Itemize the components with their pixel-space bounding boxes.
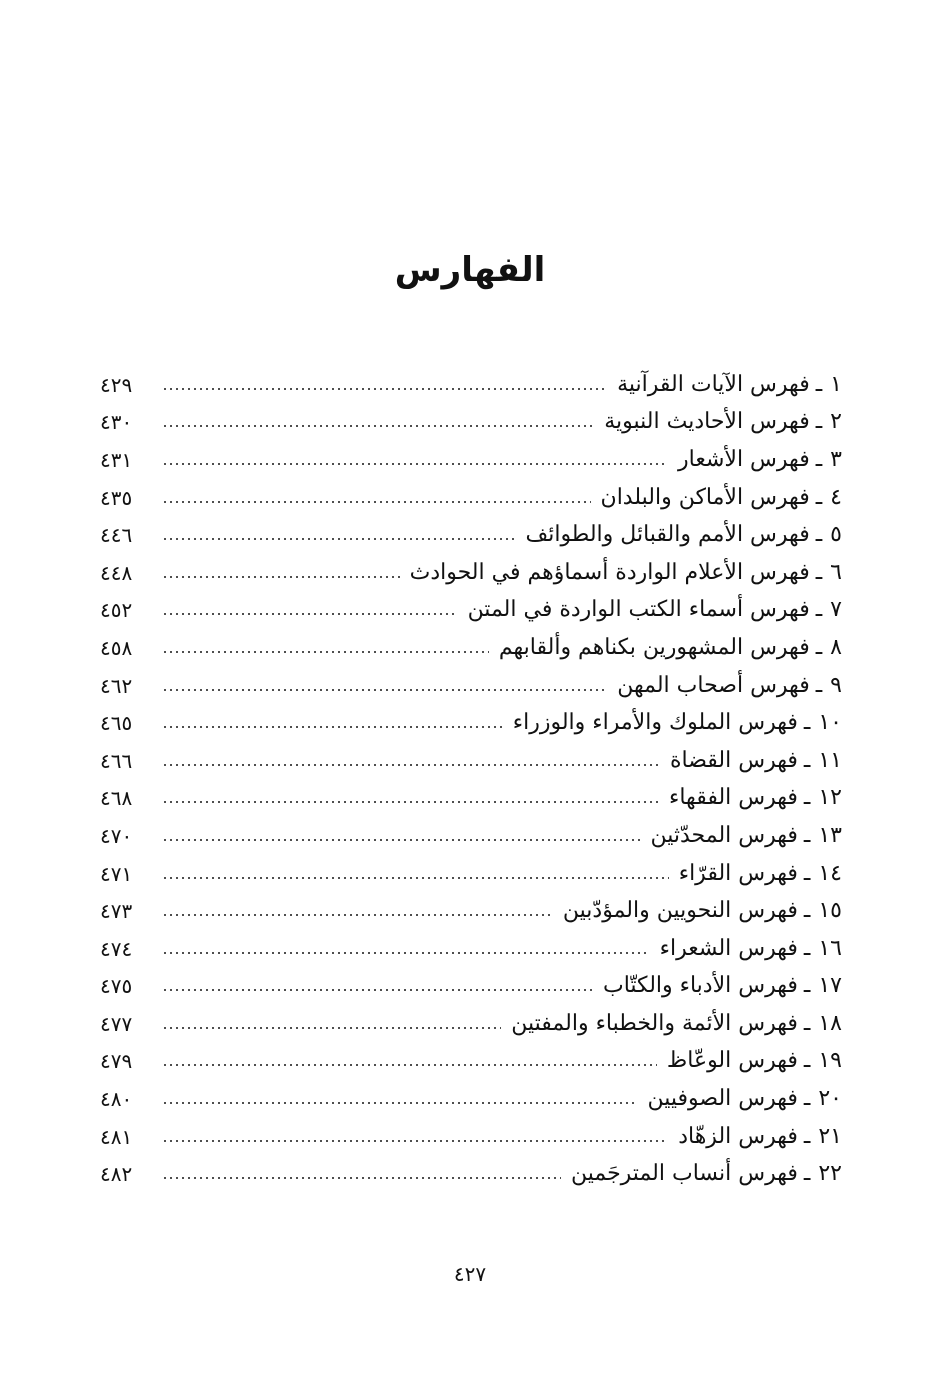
- dot-leader: [162, 914, 553, 916]
- toc-entry-title: فهرس الصوفيين: [647, 1086, 798, 1112]
- toc-entry: [100, 554, 842, 592]
- toc-entry-separator: ـ: [815, 672, 823, 698]
- toc-entry: [100, 1155, 842, 1193]
- toc-entry-separator: ـ: [815, 484, 823, 510]
- toc-entry-number: ١١: [818, 747, 842, 773]
- toc-entry-page: ٤٦٨: [100, 786, 133, 811]
- toc-entry-number: ١٨: [818, 1010, 842, 1036]
- toc-entry: [100, 1043, 842, 1081]
- toc-entry-separator: ـ: [803, 710, 811, 736]
- dot-leader: [162, 839, 640, 841]
- toc-entry-title: فهرس الفقهاء: [669, 785, 798, 811]
- toc-entry-separator: ـ: [815, 597, 823, 623]
- toc-entry-page: ٤٥٨: [100, 635, 133, 660]
- toc-entry: [100, 1080, 842, 1118]
- toc-entry-separator: ـ: [803, 973, 811, 999]
- toc-entry-title: فهرس الأمم والقبائل والطوائف: [525, 522, 810, 548]
- toc-entry-separator: ـ: [803, 785, 811, 811]
- dot-leader: [162, 689, 607, 691]
- table-of-contents: [100, 366, 842, 1193]
- toc-entry: [100, 479, 842, 517]
- toc-entry-title: فهرس الشعراء: [659, 935, 798, 961]
- dot-leader: [162, 989, 593, 991]
- toc-entry-title: فهرس أسماء الكتب الواردة في المتن: [467, 597, 810, 623]
- toc-entry-number: ٨: [830, 634, 842, 660]
- toc-entry-number: ٩: [830, 672, 842, 698]
- dot-leader: [162, 388, 607, 390]
- toc-entry-page: ٤٧٠: [100, 823, 133, 848]
- dot-leader: [162, 425, 594, 427]
- toc-entry-number: ٢٠: [818, 1086, 842, 1112]
- toc-entry-page: ٤٣١: [100, 447, 133, 472]
- toc-entry-separator: ـ: [803, 1161, 811, 1187]
- toc-entry: [100, 780, 842, 818]
- toc-entry-separator: ـ: [803, 860, 811, 886]
- dot-leader: [162, 877, 669, 879]
- toc-entry-separator: ـ: [815, 559, 823, 585]
- toc-entry-number: ١٧: [818, 973, 842, 999]
- toc-entry-title: فهرس المشهورين بكناهم وألقابهم: [498, 634, 810, 660]
- page-number: ٤٢٧: [453, 1262, 487, 1286]
- toc-entry-number: ١٦: [818, 935, 842, 961]
- dot-leader: [162, 726, 503, 728]
- toc-entry-separator: ـ: [803, 1086, 811, 1112]
- toc-entry: [100, 855, 842, 893]
- toc-entry-title: فهرس الملوك والأمراء والوزراء: [512, 710, 798, 736]
- toc-entry-title: فهرس الوعّاظ: [666, 1048, 798, 1074]
- toc-entry-number: ٤: [830, 484, 842, 510]
- toc-entry: [100, 667, 842, 705]
- toc-entry-title: فهرس الأماكن والبلدان: [600, 484, 810, 510]
- toc-entry-page: ٤٢٩: [100, 372, 133, 397]
- toc-entry-page: ٤٨٠: [100, 1087, 133, 1112]
- toc-entry-title: فهرس أصحاب المهن: [617, 672, 810, 698]
- toc-entry: [100, 516, 842, 554]
- dot-leader: [162, 1064, 657, 1066]
- toc-entry-separator: ـ: [815, 446, 823, 472]
- toc-entry-page: ٤٣٥: [100, 485, 133, 510]
- dot-leader: [162, 1177, 561, 1179]
- dot-leader: [162, 576, 400, 578]
- toc-entry-page: ٤٥٢: [100, 598, 133, 623]
- toc-entry-number: ٢١: [818, 1123, 842, 1149]
- toc-entry: [100, 1118, 842, 1156]
- toc-entry-title: فهرس القرّاء: [678, 860, 798, 886]
- toc-entry-separator: ـ: [815, 522, 823, 548]
- toc-entry: [100, 404, 842, 442]
- toc-entry-page: ٤٤٦: [100, 523, 133, 548]
- toc-entry-number: ٧: [830, 597, 842, 623]
- toc-entry-separator: ـ: [815, 634, 823, 660]
- dot-leader: [162, 463, 668, 465]
- toc-entry-title: فهرس الآيات القرآنية: [617, 371, 810, 397]
- toc-entry: [100, 441, 842, 479]
- dot-leader: [162, 501, 591, 503]
- toc-entry-page: ٤٤٨: [100, 560, 133, 585]
- toc-entry-page: ٤٧٣: [100, 899, 133, 924]
- toc-entry: [100, 742, 842, 780]
- toc-entry-page: ٤٦٢: [100, 673, 133, 698]
- toc-entry-title: فهرس أنساب المترجَمين: [570, 1161, 798, 1187]
- dot-leader: [162, 651, 489, 653]
- toc-entry-title: فهرس المحدّثين: [650, 822, 798, 848]
- toc-entry-number: ٢: [830, 409, 842, 435]
- toc-entry-separator: ـ: [803, 898, 811, 924]
- dot-leader: [162, 613, 458, 615]
- toc-entry: [100, 704, 842, 742]
- dot-leader: [162, 538, 515, 540]
- toc-entry: [100, 817, 842, 855]
- toc-entry-separator: ـ: [803, 822, 811, 848]
- toc-entry-title: فهرس الأعلام الواردة أسماؤهم في الحوادث: [409, 559, 810, 585]
- toc-entry-title: فهرس النحويين والمؤدّبين: [562, 898, 798, 924]
- toc-entry-number: ١٣: [818, 822, 842, 848]
- toc-entry-page: ٤٧١: [100, 861, 133, 886]
- toc-entry-separator: ـ: [803, 1010, 811, 1036]
- toc-entry-title: فهرس القضاة: [670, 747, 798, 773]
- dot-leader: [162, 801, 659, 803]
- toc-entry-number: ١٢: [818, 785, 842, 811]
- page-title: الفهارس: [394, 250, 546, 290]
- toc-entry-page: ٤٧٩: [100, 1049, 133, 1074]
- toc-entry-title: فهرس الأئمة والخطباء والمفتين: [511, 1010, 798, 1036]
- toc-entry-page: ٤٦٥: [100, 711, 133, 736]
- toc-entry-separator: ـ: [803, 935, 811, 961]
- toc-entry: [100, 592, 842, 630]
- toc-entry-page: ٤٧٥: [100, 974, 133, 999]
- dot-leader: [162, 1140, 668, 1142]
- toc-entry-number: ٢٢: [818, 1161, 842, 1187]
- toc-entry-number: ١٠: [818, 710, 842, 736]
- toc-entry-page: ٤٣٠: [100, 410, 133, 435]
- toc-entry-page: ٤٧٤: [100, 936, 133, 961]
- toc-entry-number: ١٥: [818, 898, 842, 924]
- toc-entry: [100, 930, 842, 968]
- dot-leader: [162, 1027, 501, 1029]
- toc-entry: [100, 892, 842, 930]
- toc-entry-number: ٥: [830, 522, 842, 548]
- toc-entry-page: ٤٨١: [100, 1124, 133, 1149]
- toc-entry-title: فهرس الأدباء والكتّاب: [603, 973, 798, 999]
- toc-entry-title: فهرس الزهّاد: [678, 1123, 798, 1149]
- toc-entry-title: فهرس الأشعار: [678, 446, 810, 472]
- toc-entry: [100, 629, 842, 667]
- toc-entry: [100, 968, 842, 1006]
- toc-entry-separator: ـ: [815, 409, 823, 435]
- dot-leader: [162, 764, 660, 766]
- toc-entry-title: فهرس الأحاديث النبوية: [604, 409, 810, 435]
- toc-entry-separator: ـ: [803, 747, 811, 773]
- toc-entry-number: ١٩: [818, 1048, 842, 1074]
- toc-entry-page: ٤٦٦: [100, 748, 133, 773]
- toc-entry-page: ٤٧٧: [100, 1011, 133, 1036]
- toc-entry-number: ٣: [830, 446, 842, 472]
- dot-leader: [162, 1102, 637, 1104]
- toc-entry-page: ٤٨٢: [100, 1162, 133, 1187]
- toc-entry-number: ١: [830, 371, 842, 397]
- toc-entry-separator: ـ: [803, 1123, 811, 1149]
- toc-entry-separator: ـ: [803, 1048, 811, 1074]
- toc-entry-separator: ـ: [815, 371, 823, 397]
- toc-entry-number: ٦: [830, 559, 842, 585]
- toc-entry: [100, 366, 842, 404]
- dot-leader: [162, 952, 650, 954]
- toc-entry: [100, 1005, 842, 1043]
- toc-entry-number: ١٤: [818, 860, 842, 886]
